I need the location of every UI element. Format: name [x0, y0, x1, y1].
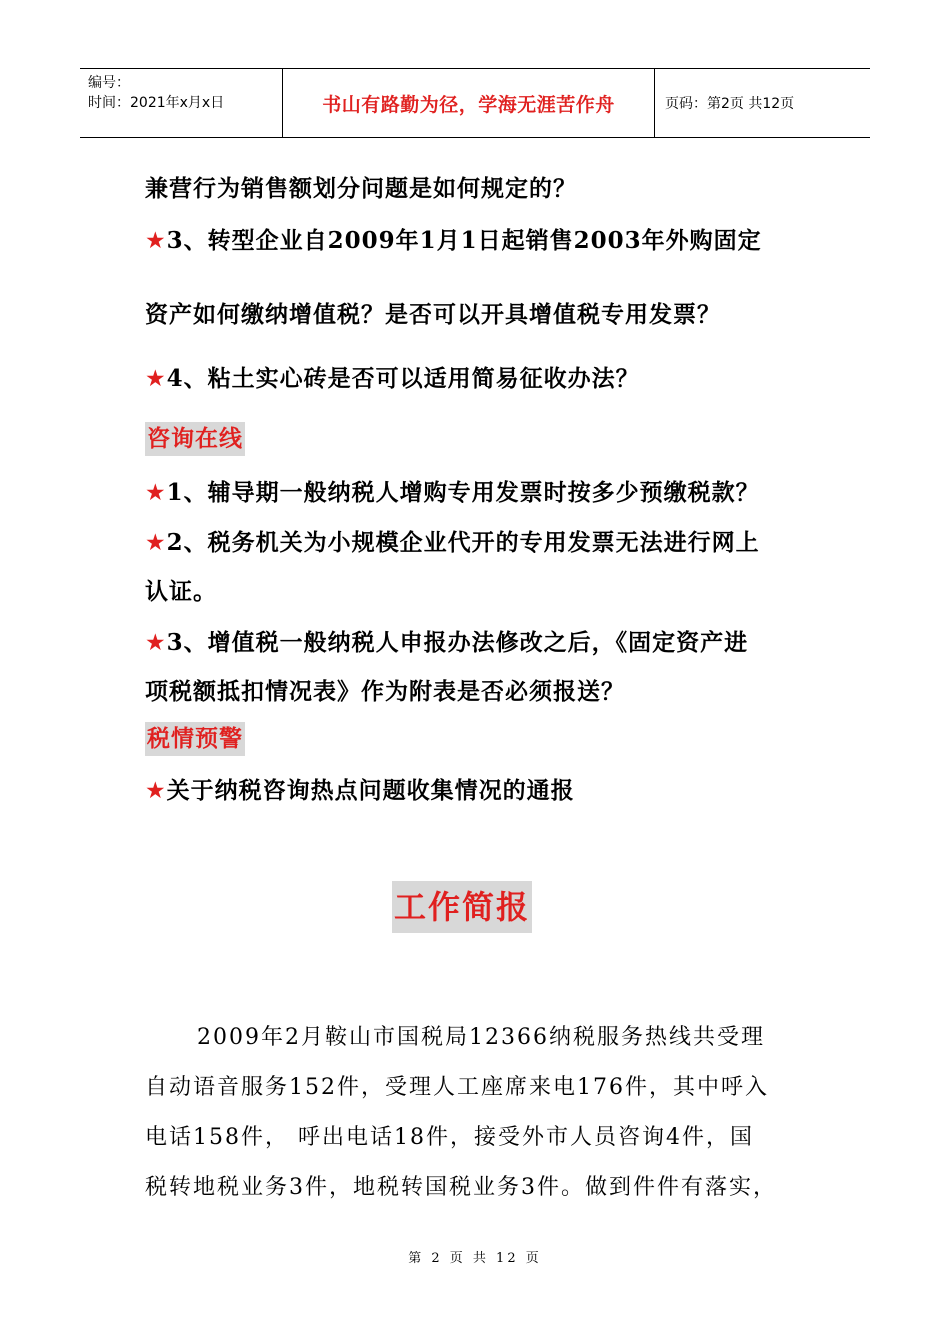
question-text: 4、粘土实心砖是否可以适用简易征收办法？	[166, 365, 640, 392]
star-icon: ★	[145, 630, 167, 656]
star-icon: ★	[145, 530, 167, 556]
question-text: 1、辅导期一般纳税人增购专用发票时按多少预缴税款？	[166, 479, 760, 506]
question-item	[145, 474, 760, 507]
text-line: 兼营行为销售额划分问题是如何规定的？	[145, 175, 577, 202]
report-paragraph-line: 自动语音服务152件，受理人工座席来电176件，其中呼入	[145, 1075, 769, 1100]
page-footer: 第 2 页 共 12 页	[408, 1251, 542, 1266]
star-icon: ★	[145, 480, 167, 506]
page-header	[80, 68, 870, 138]
star-icon: ★	[145, 778, 167, 804]
time-label: 时间：2021年x月x日	[88, 95, 225, 111]
question-text: 3、增值税一般纳税人申报办法修改之后，《固定资产进	[166, 629, 749, 656]
header-motto: 书山有路勤为径，学海无涯苦作舟	[282, 69, 655, 137]
star-icon: ★	[145, 366, 167, 392]
alert-text: 关于纳税咨询热点问题收集情况的通报	[166, 777, 575, 804]
question-item	[145, 624, 748, 657]
text-line: 资产如何缴纳增值税？是否可以开具增值税专用发票？	[145, 301, 721, 328]
question-item	[145, 222, 762, 255]
report-paragraph-line: 2009年2月鞍山市国税局12366纳税服务热线共受理	[197, 1025, 765, 1050]
header-meta	[80, 69, 282, 137]
question-item	[145, 524, 760, 557]
report-paragraph-line: 税转地税业务3件，地税转国税业务3件。做到件件有落实，	[145, 1175, 777, 1200]
text-line: 项税额抵扣情况表》作为附表是否必须报送？	[145, 678, 625, 705]
report-title: 工作简报	[392, 881, 532, 933]
question-text: 3、转型企业自2009年1月1日起销售2003年外购固定	[166, 227, 762, 254]
star-icon: ★	[145, 228, 167, 254]
section-title-consult: 咨询在线	[145, 422, 245, 456]
text-line: 认证。	[145, 578, 217, 605]
header-page-info: 页码：第2页 共12页	[665, 96, 795, 112]
section-title-alert: 税情预警	[145, 722, 245, 756]
serial-label: 编号：	[88, 75, 130, 91]
question-text: 2、税务机关为小规模企业代开的专用发票无法进行网上	[166, 529, 760, 556]
alert-item	[145, 772, 575, 805]
question-item	[145, 360, 640, 393]
report-paragraph-line: 电话158件， 呼出电话18件，接受外市人员咨询4件，国	[145, 1125, 754, 1150]
